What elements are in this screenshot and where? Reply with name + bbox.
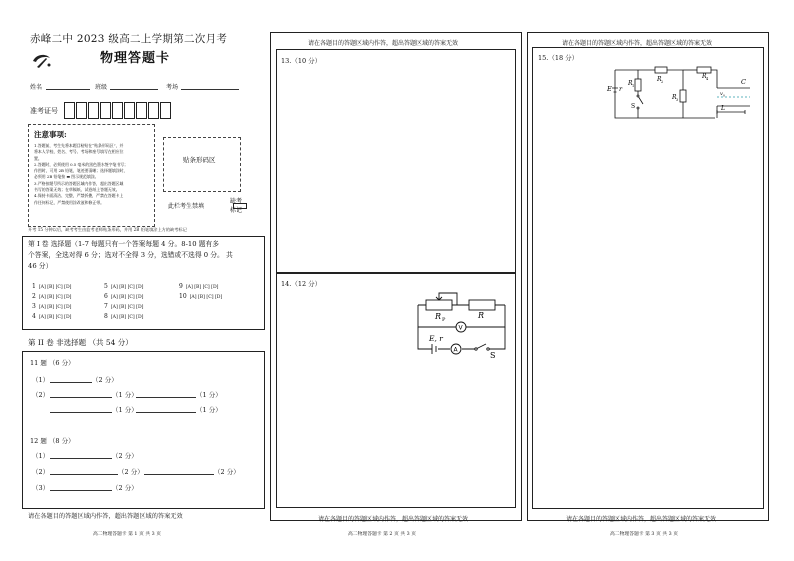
q11-part2-points: （1 分）	[112, 391, 138, 399]
ticket-digit-box[interactable]	[112, 102, 123, 119]
q15-v0-label: v	[720, 91, 723, 97]
q15-c-label: C	[741, 78, 746, 86]
q15-label: 15.（18 分）	[538, 54, 579, 62]
q14-circuit-diagram	[412, 287, 512, 359]
q11-part1-label: （1）	[32, 376, 50, 384]
q14-rp-sub: P	[442, 317, 446, 323]
q15-s-label: S	[631, 103, 636, 110]
ticket-digit-box[interactable]	[76, 102, 87, 119]
warning-footer: 请在各题目的答题区域内作答，超出答题区域的答案无效	[566, 516, 717, 523]
mc-number: 3	[32, 303, 36, 310]
q12-answer-line[interactable]	[50, 490, 112, 491]
mc-options[interactable]: [A] [B] [C] [D]	[110, 285, 144, 290]
q11-part1-points: （2 分）	[92, 376, 118, 384]
notice-item: 2.答题时，必须使用 0.5 毫米的黑色墨水签字笔书写；	[34, 161, 129, 167]
q12-part2-points: （2 分）	[118, 468, 144, 476]
q14-rp-label: R	[435, 312, 442, 321]
mc-number: 7	[104, 303, 108, 310]
ticket-digit-box[interactable]	[160, 102, 171, 119]
missing-mark-box[interactable]	[233, 203, 247, 209]
q15-r4-sub: 4	[706, 77, 709, 81]
q12-answer-line[interactable]	[50, 474, 118, 475]
mc-row[interactable]	[104, 314, 143, 321]
q14-er-label: E, r	[429, 334, 443, 343]
mc-row[interactable]	[32, 284, 71, 291]
q11-answer-line[interactable]	[50, 382, 92, 383]
q11-part2-points: （1 分）	[196, 391, 222, 399]
part1-heading-line3: 46 分）	[28, 262, 53, 270]
mc-options[interactable]: [A] [B] [C] [D]	[110, 315, 144, 320]
resistor-r1	[635, 79, 641, 91]
mc-number: 9	[179, 283, 183, 290]
q15-r3-sub: 3	[676, 98, 679, 102]
mc-row[interactable]	[104, 284, 143, 291]
q11-part2b-points: （1 分）	[112, 406, 138, 414]
part2-heading: 第 II 卷 非选择题 （共 54 分）	[28, 338, 133, 347]
q15-r1-label: R	[628, 80, 633, 87]
warning-header: 请在各题目的答题区域内作答，超出答题区域的答案无效	[562, 40, 713, 47]
warning-footer: 请在各题目的答题区域内作答，超出答题区域的答案无效	[318, 516, 469, 523]
page-number: 高二物理答题卡 第 2 页 共 3 页	[348, 532, 417, 537]
name-field[interactable]	[46, 89, 90, 90]
missing-mark-label: 缺考 标记	[230, 198, 243, 214]
q15-r3-label: R	[672, 94, 677, 101]
mc-options[interactable]: [A] [B] [C] [D]	[189, 295, 223, 300]
mc-options[interactable]: [A] [B] [C] [D]	[110, 295, 144, 300]
class-label: 班级	[95, 84, 108, 91]
notice-item: 1.答题前，考生先将本题目粘贴在“贴条形码区”，并	[34, 143, 124, 148]
notice-item: 置。	[34, 155, 42, 161]
q15-circuit-diagram	[605, 62, 755, 122]
warning-header: 请在各题目的答题区域内作答，超出答题区域的答案无效	[308, 40, 459, 47]
q12-part2-label: （2）	[32, 468, 50, 476]
notice-item: 3.严格按题号所示的答题区域内作答，超出答题区域	[34, 180, 124, 186]
part2-section	[22, 351, 265, 509]
ticket-digit-box[interactable]	[100, 102, 111, 119]
exam-room-field[interactable]	[181, 89, 239, 90]
mc-options[interactable]: [A] [B] [C] [D]	[38, 315, 72, 320]
q12-part1-points: （2 分）	[112, 452, 138, 460]
notice-item: 将本人学校、姓名、考号、考场和座号填写在相应位	[34, 149, 124, 155]
mc-number: 5	[104, 283, 108, 290]
ticket-label: 准考证号	[30, 107, 58, 115]
q11-part2-label: （2）	[32, 391, 50, 399]
q15-r-label: r	[619, 85, 623, 93]
q12-part2-points: （2 分）	[214, 468, 240, 476]
mc-options[interactable]: [A] [B] [C] [D]	[38, 295, 72, 300]
q15-e-label: E	[607, 85, 612, 93]
q11-answer-line[interactable]	[136, 397, 196, 398]
q13-answer-area[interactable]	[276, 49, 516, 273]
exam-room-label: 考场	[166, 84, 179, 91]
q11-answer-line[interactable]	[136, 412, 196, 413]
ticket-number-boxes[interactable]	[64, 102, 172, 119]
footnote: 开考 15 分钟以后，缺考考生由监考老师贴条形码，并用 2B 铅笔填涂上方的缺考标记	[28, 227, 187, 232]
mc-row[interactable]	[179, 294, 222, 301]
q12-answer-line[interactable]	[144, 474, 214, 475]
q14-v-label: V	[458, 324, 463, 332]
ticket-digit-box[interactable]	[64, 102, 75, 119]
school-logo-icon	[30, 52, 54, 70]
q12-part3-points: （2 分）	[112, 484, 138, 492]
ticket-digit-box[interactable]	[88, 102, 99, 119]
q12-part1-label: （1）	[32, 452, 50, 460]
class-field[interactable]	[110, 89, 158, 90]
mc-options[interactable]: [A] [B] [C] [D]	[38, 285, 72, 290]
mc-number: 10	[179, 293, 187, 300]
notice-item: 4.保持卡面清洁、完整，严禁折叠，严禁在答题卡上	[34, 193, 124, 199]
part1-heading-line2: 个答案，全选对得 6 分；选对不全得 3 分，选错或不选得 0 分。 共	[28, 251, 233, 259]
q15-r2-label: R	[657, 76, 662, 83]
q11-answer-line[interactable]	[50, 412, 112, 413]
ticket-digit-box[interactable]	[124, 102, 135, 119]
part1-heading-line1: 第 I 卷 选择题（1-7 每题只有一个答案每题 4 分。8-10 题有多	[28, 240, 220, 248]
warning-footer: 请在各题目的答题区域内作答，超出答题区域的答案无效	[28, 513, 183, 520]
mc-row[interactable]	[179, 284, 218, 291]
page-number: 高二物理答题卡 第 1 页 共 3 页	[93, 532, 162, 537]
mc-row[interactable]	[104, 294, 143, 301]
resistor-r2	[655, 67, 667, 73]
mc-row[interactable]	[104, 304, 143, 311]
q15-v0-sub: 0	[723, 93, 725, 98]
barcode-area[interactable]	[163, 137, 241, 192]
notice-item: 作任何标记，严禁使用涂改液和修正带。	[34, 199, 105, 205]
name-label: 姓名	[30, 84, 43, 91]
q14-s-label: S	[490, 351, 496, 360]
q15-r1-sub: 1	[632, 84, 635, 88]
mc-number: 8	[104, 313, 108, 320]
mc-row[interactable]	[32, 304, 71, 311]
q11-title: 11 题 （6 分）	[30, 359, 75, 367]
q12-part3-label: （3）	[32, 484, 50, 492]
q15-l-label: L	[721, 105, 725, 112]
mc-options[interactable]: [A] [B] [C] [D]	[110, 305, 144, 310]
q11-answer-line[interactable]	[50, 397, 112, 398]
mc-options[interactable]: [A] [B] [C] [D]	[185, 285, 219, 290]
q11-part2b-points: （1 分）	[196, 406, 222, 414]
mc-number: 1	[32, 283, 36, 290]
missing-note: 此栏考生禁填	[168, 203, 205, 210]
q13-label: 13.（10 分）	[281, 57, 322, 65]
q12-answer-line[interactable]	[50, 458, 112, 459]
resistor-r	[469, 300, 495, 310]
ticket-digit-box[interactable]	[136, 102, 147, 119]
q14-a-label: A	[453, 346, 458, 354]
q14-r-label: R	[478, 311, 485, 320]
rheostat-rp	[426, 300, 452, 310]
mc-options[interactable]: [A] [B] [C] [D]	[38, 305, 72, 310]
barcode-label: 贴条形码区	[183, 156, 216, 164]
notice-item: 作图时，可用 2B 铅笔，笔迹要清晰；选择题填涂时，	[34, 168, 128, 174]
exam-title: 赤峰二中 2023 级高二上学期第二次月考	[30, 33, 228, 45]
notice-title: 注意事项:	[34, 130, 67, 139]
q15-r2-sub: 2	[661, 80, 664, 84]
page-number: 高二物理答题卡 第 3 页 共 3 页	[610, 532, 679, 537]
mc-number: 4	[32, 313, 36, 320]
mc-number: 6	[104, 293, 108, 300]
q15-r4-label: R	[702, 73, 707, 80]
notice-item: 必须用 2B 铅笔按 ▬ 图示规范填涂。	[34, 174, 99, 180]
mc-number: 2	[32, 293, 36, 300]
notice-box	[28, 124, 155, 227]
mc-row[interactable]	[32, 314, 71, 321]
q12-title: 12 题 （8 分）	[30, 437, 75, 445]
q14-label: 14.（12 分）	[281, 280, 322, 288]
mc-row[interactable]	[32, 294, 71, 301]
card-title: 物理答题卡	[100, 51, 171, 66]
ticket-digit-box[interactable]	[148, 102, 159, 119]
notice-item: 书写的答案无效；在草稿纸、试卷纸上答题无效。	[34, 187, 120, 193]
resistor-r3	[680, 90, 686, 102]
